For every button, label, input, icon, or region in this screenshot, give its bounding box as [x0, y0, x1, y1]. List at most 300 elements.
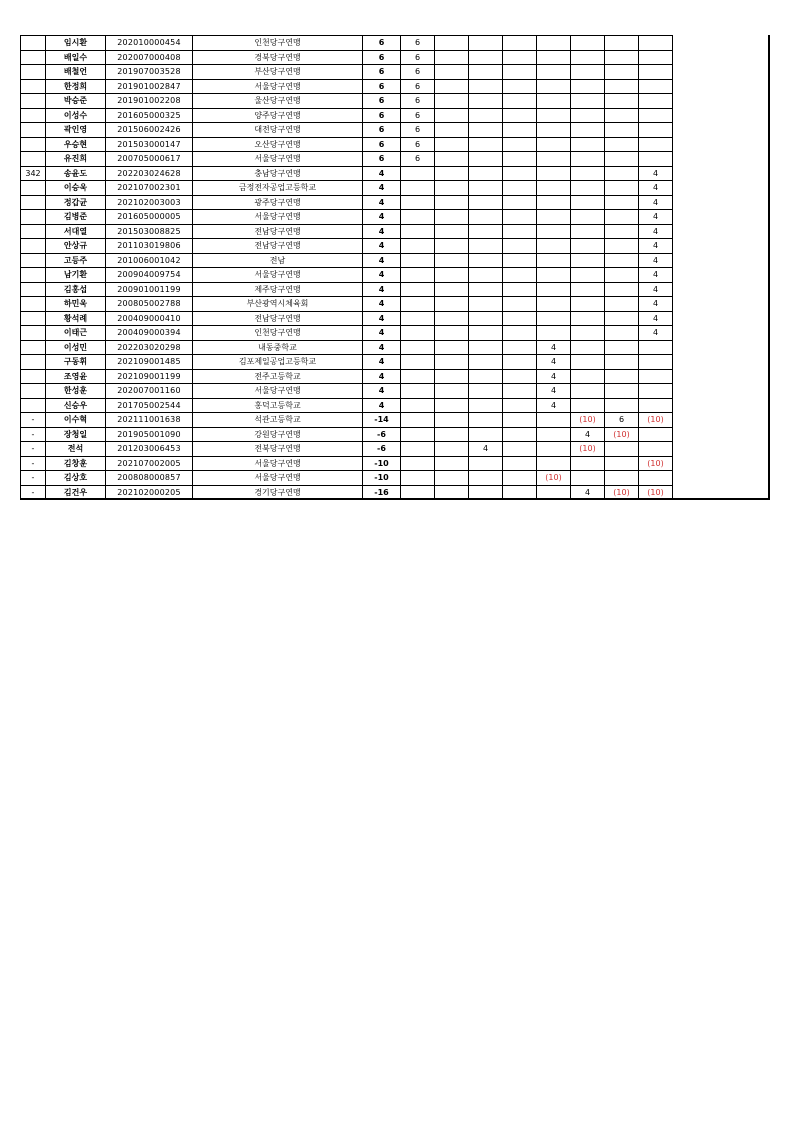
score-cell: [503, 224, 537, 239]
score-cell: 6: [401, 108, 435, 123]
score-cell: [639, 369, 673, 384]
member-id-cell: 201203006453: [106, 442, 193, 457]
rank-cell: [21, 36, 46, 51]
club-cell: 울산당구연맹: [193, 94, 363, 109]
score-cell: [469, 137, 503, 152]
member-id-cell: 201905001090: [106, 427, 193, 442]
score-cell: [605, 181, 639, 196]
score-cell: [469, 311, 503, 326]
score-cell: [571, 384, 605, 399]
score-cell: [571, 326, 605, 341]
score-cell: 4: [571, 485, 605, 500]
table-row: [21, 152, 673, 167]
member-id-cell: 201901002208: [106, 94, 193, 109]
member-id-cell: 202203020298: [106, 340, 193, 355]
total-points-cell: -6: [363, 427, 401, 442]
table-row: [21, 471, 673, 486]
club-cell: 김포제일공업고등학교: [193, 355, 363, 370]
score-cell: [401, 239, 435, 254]
player-name-cell: 정갑균: [46, 195, 106, 210]
score-cell: [469, 224, 503, 239]
score-cell: [435, 239, 469, 254]
score-cell: [435, 398, 469, 413]
score-cell: [435, 181, 469, 196]
score-cell: [401, 297, 435, 312]
score-cell: [503, 50, 537, 65]
total-points-cell: 4: [363, 181, 401, 196]
player-name-cell: 구동휘: [46, 355, 106, 370]
player-name-cell: 이태근: [46, 326, 106, 341]
score-cell: [435, 152, 469, 167]
total-points-cell: 6: [363, 50, 401, 65]
club-cell: 서울당구연맹: [193, 471, 363, 486]
score-cell: [537, 253, 571, 268]
table-row: [21, 442, 673, 457]
player-name-cell: 신승우: [46, 398, 106, 413]
total-points-cell: -14: [363, 413, 401, 428]
score-cell: [503, 442, 537, 457]
player-name-cell: 우승현: [46, 137, 106, 152]
score-cell: [537, 297, 571, 312]
table-row: [21, 224, 673, 239]
score-cell: [469, 50, 503, 65]
score-cell: [537, 79, 571, 94]
score-cell: 4: [639, 210, 673, 225]
member-id-cell: 200409000410: [106, 311, 193, 326]
score-cell: [605, 166, 639, 181]
club-cell: 경북당구연맹: [193, 50, 363, 65]
member-id-cell: 202010000454: [106, 36, 193, 51]
score-cell: [401, 384, 435, 399]
score-cell: [503, 181, 537, 196]
score-cell: 4: [537, 355, 571, 370]
score-cell: [401, 253, 435, 268]
score-cell: [469, 166, 503, 181]
score-cell: (10): [537, 471, 571, 486]
member-id-cell: 202109001199: [106, 369, 193, 384]
score-cell: [605, 340, 639, 355]
score-cell: [469, 152, 503, 167]
score-cell: [605, 297, 639, 312]
score-cell: [401, 326, 435, 341]
score-cell: (10): [639, 456, 673, 471]
score-cell: [605, 326, 639, 341]
score-cell: [435, 268, 469, 283]
member-id-cell: 201503008825: [106, 224, 193, 239]
score-cell: [469, 123, 503, 138]
score-cell: [537, 456, 571, 471]
member-id-cell: 202007001160: [106, 384, 193, 399]
score-cell: [435, 340, 469, 355]
rank-cell: 342: [21, 166, 46, 181]
score-cell: [537, 181, 571, 196]
score-cell: [537, 224, 571, 239]
score-cell: [605, 137, 639, 152]
club-cell: 인천당구연맹: [193, 326, 363, 341]
score-cell: [469, 239, 503, 254]
member-id-cell: 201605000325: [106, 108, 193, 123]
table-row: [21, 79, 673, 94]
score-cell: [571, 340, 605, 355]
table-row: [21, 398, 673, 413]
club-cell: 홍덕고등학교: [193, 398, 363, 413]
table-row: [21, 326, 673, 341]
score-cell: [571, 65, 605, 80]
player-name-cell: 유진희: [46, 152, 106, 167]
table-row: [21, 181, 673, 196]
table-row: [21, 65, 673, 80]
club-cell: 석관고등학교: [193, 413, 363, 428]
total-points-cell: 6: [363, 123, 401, 138]
score-cell: [537, 413, 571, 428]
score-cell: [537, 166, 571, 181]
member-id-cell: 202203024628: [106, 166, 193, 181]
score-cell: [401, 471, 435, 486]
table-row: [21, 50, 673, 65]
score-cell: [401, 413, 435, 428]
score-cell: [571, 195, 605, 210]
score-cell: 6: [401, 50, 435, 65]
score-cell: [605, 471, 639, 486]
score-cell: [503, 282, 537, 297]
score-cell: 4: [537, 369, 571, 384]
score-cell: [571, 282, 605, 297]
member-id-cell: 201605000005: [106, 210, 193, 225]
player-name-cell: 박승준: [46, 94, 106, 109]
score-cell: 4: [639, 326, 673, 341]
score-cell: [503, 369, 537, 384]
player-name-cell: 남기환: [46, 268, 106, 283]
club-cell: 경기당구연맹: [193, 485, 363, 500]
member-id-cell: 202102000205: [106, 485, 193, 500]
score-cell: [571, 268, 605, 283]
score-cell: [605, 195, 639, 210]
member-id-cell: 202107002005: [106, 456, 193, 471]
score-cell: (10): [571, 413, 605, 428]
score-cell: [435, 137, 469, 152]
rank-cell: [21, 355, 46, 370]
score-cell: [469, 253, 503, 268]
score-cell: 4: [639, 181, 673, 196]
score-cell: [605, 369, 639, 384]
member-id-cell: 202007000408: [106, 50, 193, 65]
score-cell: [605, 79, 639, 94]
club-cell: 부산당구연맹: [193, 65, 363, 80]
table-row: [21, 137, 673, 152]
table-row: [21, 210, 673, 225]
table-row: [21, 369, 673, 384]
score-cell: (10): [639, 485, 673, 500]
score-cell: [571, 210, 605, 225]
score-cell: [639, 471, 673, 486]
rank-cell: [21, 123, 46, 138]
score-cell: [605, 282, 639, 297]
score-cell: [639, 398, 673, 413]
rank-cell: [21, 297, 46, 312]
club-cell: 제주당구연맹: [193, 282, 363, 297]
score-cell: [605, 224, 639, 239]
table-row: [21, 253, 673, 268]
rank-cell: [21, 384, 46, 399]
score-cell: [605, 253, 639, 268]
score-cell: [401, 181, 435, 196]
club-cell: 광주당구연맹: [193, 195, 363, 210]
score-cell: 4: [639, 268, 673, 283]
score-cell: [469, 181, 503, 196]
score-cell: [639, 152, 673, 167]
score-cell: [605, 108, 639, 123]
score-cell: [435, 311, 469, 326]
score-cell: [469, 36, 503, 51]
rank-cell: [21, 239, 46, 254]
club-cell: 전북당구연맹: [193, 442, 363, 457]
score-cell: [639, 108, 673, 123]
member-id-cell: 201705002544: [106, 398, 193, 413]
total-points-cell: 4: [363, 355, 401, 370]
table-row: [21, 166, 673, 181]
score-cell: 6: [401, 36, 435, 51]
score-cell: [571, 181, 605, 196]
club-cell: 오산당구연맹: [193, 137, 363, 152]
score-cell: [435, 282, 469, 297]
table-row: [21, 340, 673, 355]
score-cell: [401, 210, 435, 225]
score-cell: [605, 398, 639, 413]
score-cell: [537, 282, 571, 297]
score-cell: 6: [401, 65, 435, 80]
club-cell: 서울당구연맹: [193, 152, 363, 167]
table-row: [21, 413, 673, 428]
table-row: [21, 297, 673, 312]
score-cell: [537, 210, 571, 225]
score-cell: [469, 268, 503, 283]
score-cell: [503, 210, 537, 225]
score-cell: [639, 355, 673, 370]
total-points-cell: 4: [363, 224, 401, 239]
member-id-cell: 200705000617: [106, 152, 193, 167]
score-cell: [503, 137, 537, 152]
score-cell: 4: [639, 166, 673, 181]
score-cell: [605, 268, 639, 283]
rank-cell: [21, 398, 46, 413]
score-cell: [571, 369, 605, 384]
member-id-cell: 201506002426: [106, 123, 193, 138]
score-cell: [537, 326, 571, 341]
score-cell: 6: [401, 79, 435, 94]
table-row: [21, 239, 673, 254]
club-cell: 서울당구연맹: [193, 384, 363, 399]
score-cell: [571, 137, 605, 152]
score-cell: 4: [571, 427, 605, 442]
table-row: [21, 195, 673, 210]
player-name-cell: 배일수: [46, 50, 106, 65]
rank-cell: [21, 137, 46, 152]
score-cell: [639, 50, 673, 65]
score-cell: [537, 311, 571, 326]
club-cell: 인천당구연맹: [193, 36, 363, 51]
score-cell: [469, 369, 503, 384]
total-points-cell: 6: [363, 36, 401, 51]
rank-cell: -: [21, 456, 46, 471]
score-cell: [435, 50, 469, 65]
club-cell: 내동중학교: [193, 340, 363, 355]
score-cell: [435, 471, 469, 486]
rank-cell: -: [21, 442, 46, 457]
score-cell: [503, 456, 537, 471]
score-cell: [639, 137, 673, 152]
score-cell: [401, 456, 435, 471]
rank-cell: [21, 253, 46, 268]
total-points-cell: 4: [363, 166, 401, 181]
ranking-sheet: [20, 35, 769, 499]
player-name-cell: 김창훈: [46, 456, 106, 471]
table-row: [21, 94, 673, 109]
score-cell: [605, 50, 639, 65]
score-cell: 6: [401, 94, 435, 109]
score-cell: 4: [639, 282, 673, 297]
score-cell: [435, 427, 469, 442]
score-cell: [469, 355, 503, 370]
score-cell: [605, 36, 639, 51]
score-cell: [537, 108, 571, 123]
member-id-cell: 201901002847: [106, 79, 193, 94]
score-cell: [469, 413, 503, 428]
table-row: [21, 427, 673, 442]
rank-cell: [21, 108, 46, 123]
score-cell: [435, 195, 469, 210]
score-cell: [435, 123, 469, 138]
score-cell: [537, 123, 571, 138]
score-cell: [469, 384, 503, 399]
total-points-cell: 6: [363, 137, 401, 152]
member-id-cell: 201503000147: [106, 137, 193, 152]
member-id-cell: 200808000857: [106, 471, 193, 486]
player-name-cell: 이성민: [46, 340, 106, 355]
total-points-cell: 6: [363, 108, 401, 123]
player-name-cell: 조영윤: [46, 369, 106, 384]
rank-cell: [21, 268, 46, 283]
table-row: [21, 282, 673, 297]
score-cell: [469, 108, 503, 123]
score-cell: [435, 224, 469, 239]
score-cell: [571, 239, 605, 254]
score-cell: [571, 166, 605, 181]
score-cell: [503, 36, 537, 51]
total-points-cell: 6: [363, 65, 401, 80]
score-cell: [605, 210, 639, 225]
score-cell: [469, 297, 503, 312]
score-cell: [401, 340, 435, 355]
player-name-cell: 김병준: [46, 210, 106, 225]
score-cell: 4: [639, 311, 673, 326]
score-cell: [537, 239, 571, 254]
score-cell: [469, 326, 503, 341]
club-cell: 전주고등학교: [193, 369, 363, 384]
sheet-right-border: [768, 35, 770, 499]
score-cell: [435, 297, 469, 312]
player-name-cell: 한정희: [46, 79, 106, 94]
score-cell: [537, 427, 571, 442]
rank-cell: [21, 152, 46, 167]
member-id-cell: 202102003003: [106, 195, 193, 210]
score-cell: [435, 210, 469, 225]
rank-cell: [21, 94, 46, 109]
score-cell: [435, 369, 469, 384]
score-cell: 4: [639, 239, 673, 254]
score-cell: [537, 137, 571, 152]
total-points-cell: 4: [363, 369, 401, 384]
player-name-cell: 김상호: [46, 471, 106, 486]
member-id-cell: 202109001485: [106, 355, 193, 370]
rank-cell: [21, 50, 46, 65]
score-cell: [537, 36, 571, 51]
score-cell: [469, 65, 503, 80]
sheet-bottom-border: [20, 498, 770, 500]
score-cell: 6: [605, 413, 639, 428]
score-cell: [503, 427, 537, 442]
score-cell: [503, 253, 537, 268]
score-cell: [639, 427, 673, 442]
score-cell: [503, 471, 537, 486]
score-cell: (10): [571, 442, 605, 457]
player-name-cell: 안상규: [46, 239, 106, 254]
score-cell: [639, 384, 673, 399]
score-cell: [469, 427, 503, 442]
rank-cell: [21, 195, 46, 210]
score-cell: [537, 152, 571, 167]
score-cell: [639, 36, 673, 51]
total-points-cell: -6: [363, 442, 401, 457]
ranking-table: [20, 35, 673, 500]
member-id-cell: 201006001042: [106, 253, 193, 268]
table-row: [21, 108, 673, 123]
score-cell: [435, 166, 469, 181]
score-cell: [503, 326, 537, 341]
score-cell: [605, 239, 639, 254]
rank-cell: -: [21, 471, 46, 486]
score-cell: [571, 123, 605, 138]
score-cell: [401, 427, 435, 442]
club-cell: 전남당구연맹: [193, 239, 363, 254]
score-cell: [503, 311, 537, 326]
rank-cell: [21, 326, 46, 341]
score-cell: [503, 152, 537, 167]
member-id-cell: 201907003528: [106, 65, 193, 80]
score-cell: [571, 253, 605, 268]
score-cell: [435, 355, 469, 370]
score-cell: [401, 195, 435, 210]
total-points-cell: -10: [363, 471, 401, 486]
score-cell: [537, 50, 571, 65]
score-cell: [639, 340, 673, 355]
score-cell: [401, 398, 435, 413]
rank-cell: [21, 369, 46, 384]
score-cell: [401, 282, 435, 297]
score-cell: [571, 311, 605, 326]
score-cell: (10): [605, 427, 639, 442]
rank-cell: -: [21, 413, 46, 428]
score-cell: [605, 123, 639, 138]
club-cell: 충남당구연맹: [193, 166, 363, 181]
score-cell: [503, 384, 537, 399]
score-cell: [503, 355, 537, 370]
rank-cell: [21, 79, 46, 94]
club-cell: 양주당구연맹: [193, 108, 363, 123]
score-cell: [401, 166, 435, 181]
score-cell: [469, 79, 503, 94]
score-cell: [571, 152, 605, 167]
rank-cell: [21, 340, 46, 355]
